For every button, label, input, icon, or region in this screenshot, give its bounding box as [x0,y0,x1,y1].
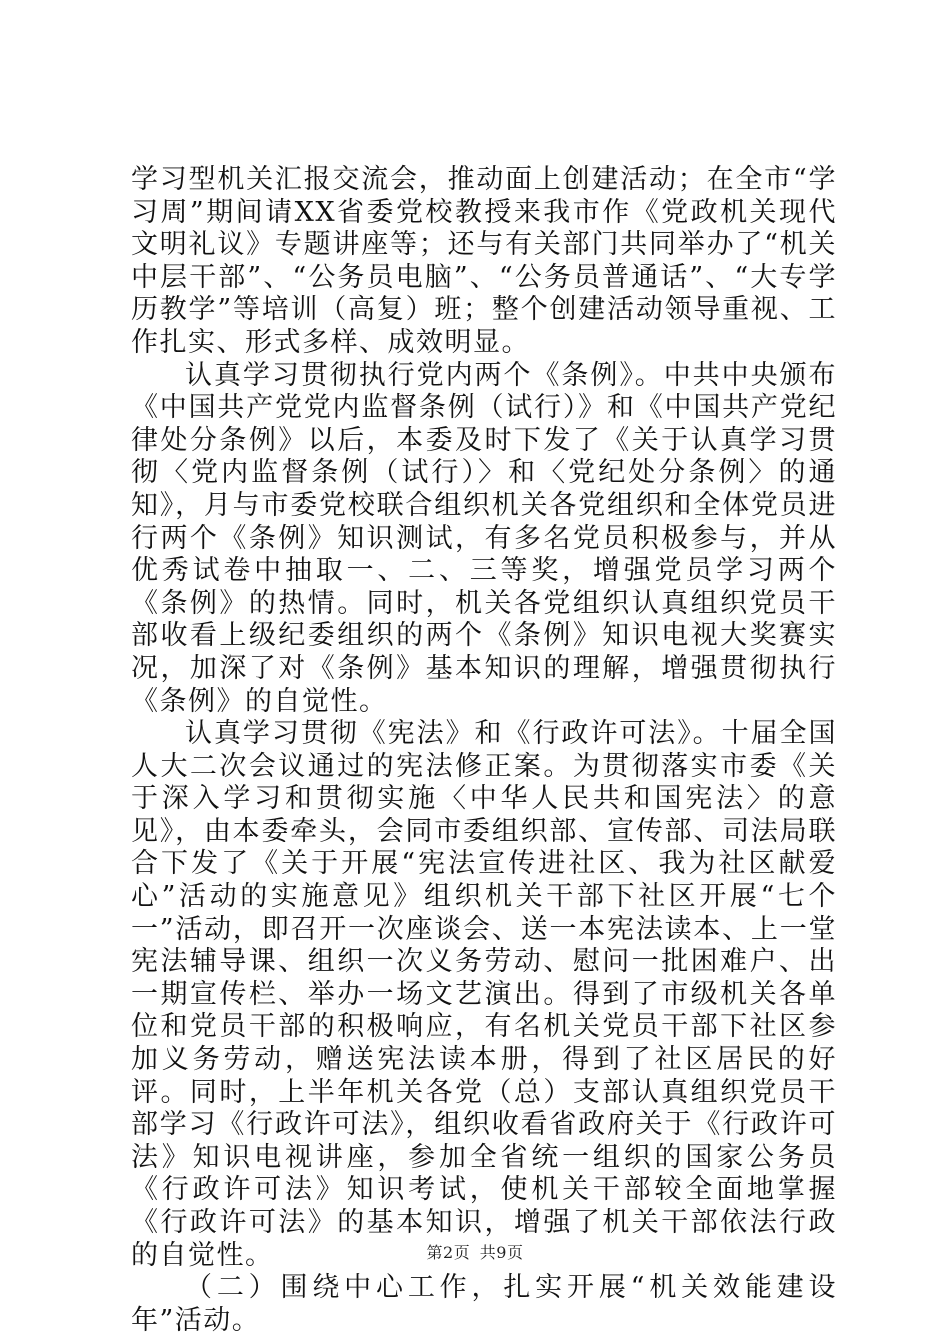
paragraph-3: 认真学习贯彻《宪法》和《行政许可法》。十届全国人大二次会议通过的宪法修正案。为贯彻落实市委《关于深入学习和贯彻实施〈中华人民共和国宪法〉的意见》，由本委牵头，会同市委组织部、宣传部、司法局联合下发了《关于开展“宪法宣传进社区、我为社区献爱心”活动的实施意见》组织机关干部下社区开展“七个一”活动，即召开一次座谈会、送一本宪法读本、上一堂宪法辅导课、组织一次义务劳动、慰问一批困难户、出一期宣传栏、举办一场文艺演出。得到了市级机关各单位和党员干部的积极响应，有名机关党员干部下社区参加义务劳动，赠送宪法读本册，得到了社区居民的好评。同时，上半年机关各党（总）支部认真组织党员干部学习《行政许可法》，组织收看省政府关于《行政许可法》知识电视讲座，参加全省统一组织的国家公务员《行政许可法》知识考试，使机关干部较全面地掌握《行政许可法》的基本知识，增强了机关干部依法行政的自觉性。 [131,718,837,1271]
page-total: 共9页 [479,1243,524,1262]
page-number: 第2页 [426,1243,471,1262]
paragraph-2: 认真学习贯彻执行党内两个《条例》。中共中央颁布《中国共产党党内监督条例（试行）》和《中国共产党纪律处分条例》以后，本委及时下发了《关于认真学习贯彻〈党内监督条例（试行）〉和〈党纪处分条例〉的通知》，月与市委党校联合组织机关各党组织和全体党员进行两个《条例》知识测试，有多名党员积极参与，并从优秀试卷中抽取一、二、三等奖，增强党员学习两个《条例》的热情。同时，机关各党组织认真组织党员干部收看上级纪委组织的两个《条例》知识电视大奖赛实况，加深了对《条例》基本知识的理解，增强贯彻执行《条例》的自觉性。 [131,359,837,717]
paragraph-4: （二）围绕中心工作，扎实开展“机关效能建设年”活动。 [131,1272,837,1336]
page-footer [0,1243,950,1263]
document-body [131,164,837,1337]
paragraph-1: 学习型机关汇报交流会，推动面上创建活动；在全市“学习周”期间请XX省委党校教授来我市作《党政机关现代文明礼议》专题讲座等；还与有关部门共同举办了“机关中层干部”、“公务员电脑”、“公务员普通话”、“大专学历教学”等培训（高复）班；整个创建活动领导重视、工作扎实、形式多样、成效明显。 [131,164,837,358]
